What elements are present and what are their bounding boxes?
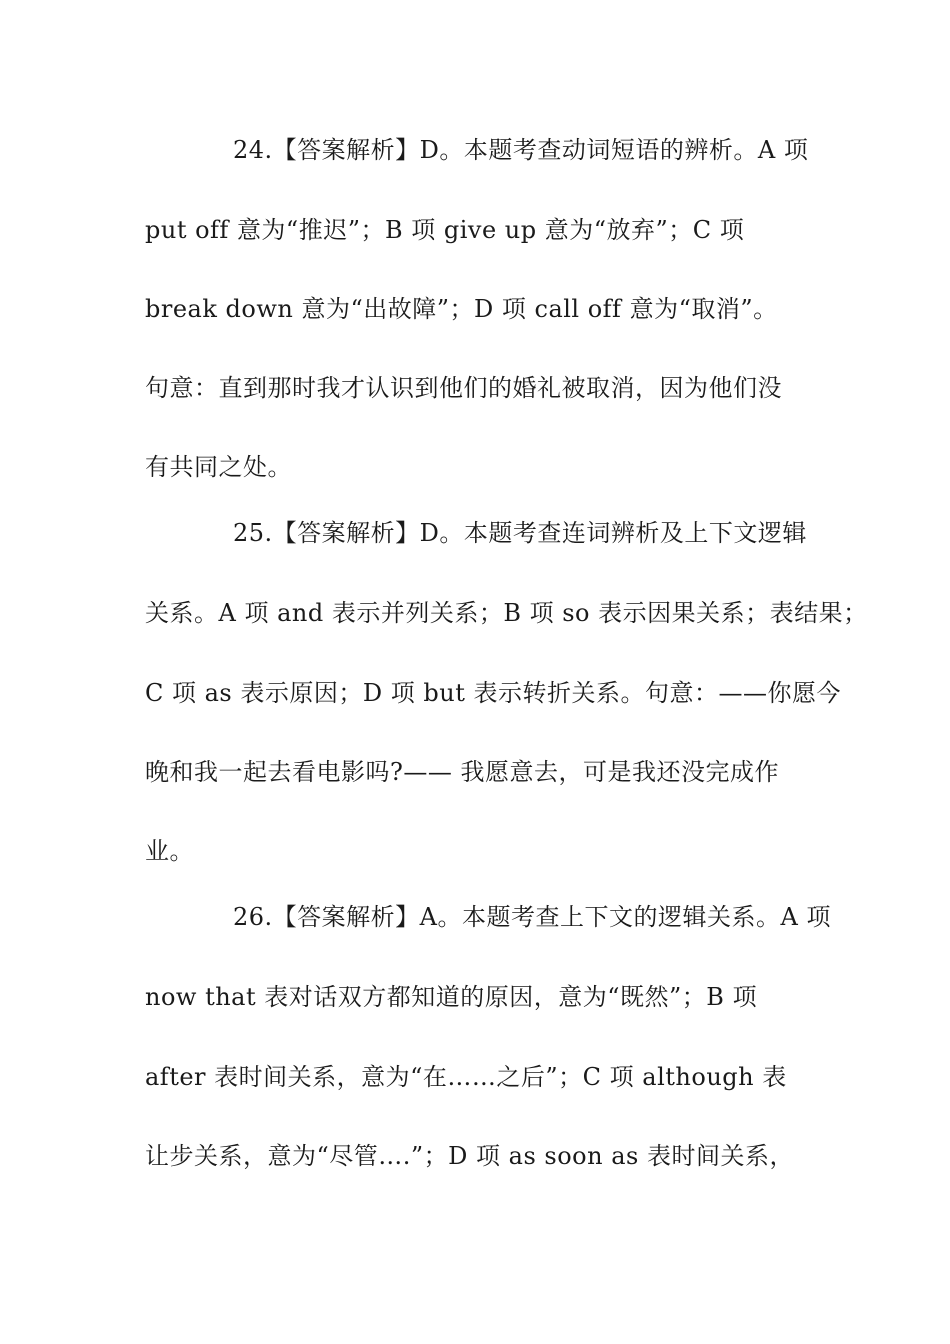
paragraph-25-line-4: 晚和我一起去看电影吗?—— 我愿意去，可是我还没完成作: [145, 758, 779, 786]
paragraph-25-line-3: C 项 as 表示原因；D 项 but 表示转折关系。句意：——你愿今: [145, 679, 841, 707]
paragraph-26-line-4: 让步关系，意为“尽管….”；D 项 as soon as 表时间关系，: [145, 1142, 794, 1170]
paragraph-24-line-1: 24.【答案解析】D。本题考查动词短语的辨析。A 项: [233, 136, 809, 164]
paragraph-26-line-3: after 表时间关系，意为“在……之后”；C 项 although 表: [145, 1063, 787, 1091]
paragraph-24-line-4: 句意：直到那时我才认识到他们的婚礼被取消，因为他们没: [145, 374, 782, 402]
paragraph-24-line-5: 有共同之处。: [145, 453, 292, 481]
paragraph-26-line-1: 26.【答案解析】A。本题考查上下文的逻辑关系。A 项: [233, 903, 831, 931]
paragraph-25-line-2: 关系。A 项 and 表示并列关系；B 项 so 表示因果关系；表结果；: [145, 599, 868, 627]
paragraph-25-line-5: 业。: [145, 837, 194, 865]
paragraph-25-line-1: 25.【答案解析】D。本题考查连词辨析及上下文逻辑: [233, 519, 807, 547]
paragraph-24-line-2: put off 意为“推迟”；B 项 give up 意为“放弃”；C 项: [145, 216, 745, 244]
paragraph-26-line-2: now that 表对话双方都知道的原因，意为“既然”；B 项: [145, 983, 758, 1011]
paragraph-24-line-3: break down 意为“出故障”；D 项 call off 意为“取消”。: [145, 295, 778, 323]
